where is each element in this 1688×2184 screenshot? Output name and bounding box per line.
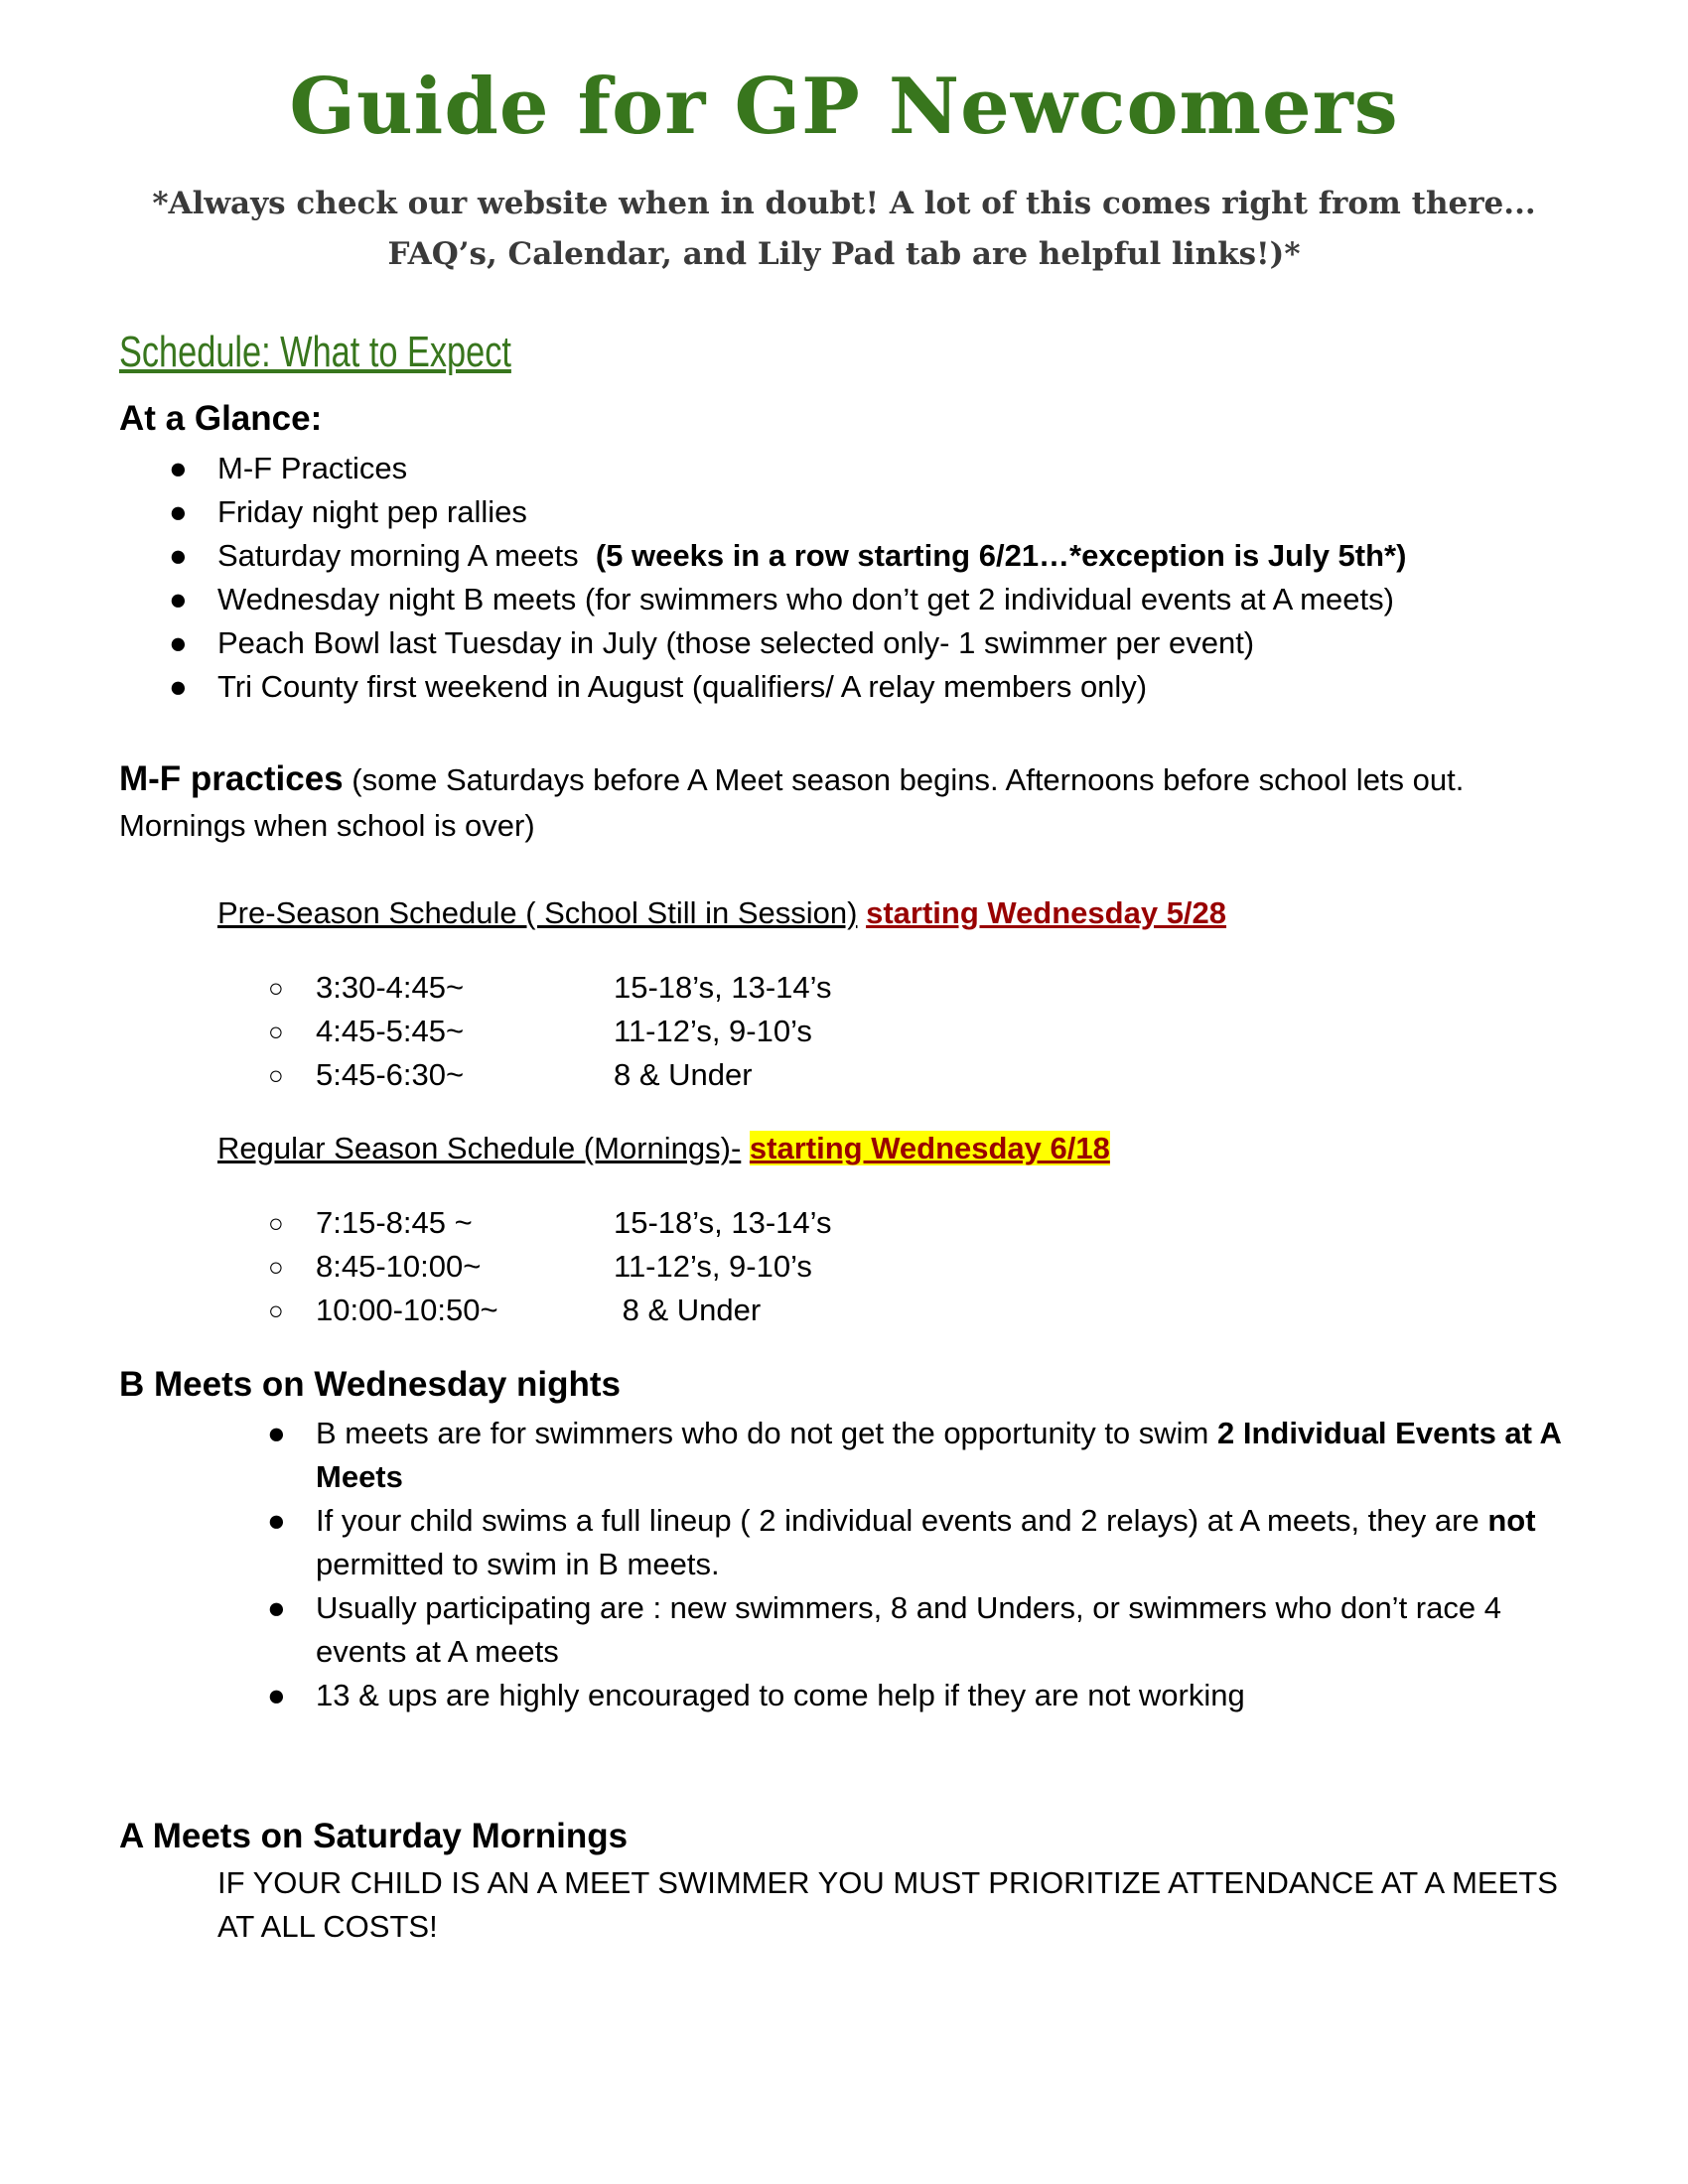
circle-bullet-icon: ○ [268,973,284,1003]
mf-practices-paragraph [119,756,1549,849]
glance-heading: At a Glance: [119,399,323,438]
bmeets-list [267,1412,1567,1717]
table-row: ○ 4:45-5:45~ 11-12’s, 9-10’s [316,1010,831,1053]
list-item: ● Saturday morning A meets (5 weeks in a row starting 6/21…*exception is July 5th*) [217,534,1588,578]
table-row: ○ 10:00-10:50~ 8 & Under [316,1289,831,1332]
circle-bullet-icon: ○ [268,1208,284,1238]
list-item: ● B meets are for swimmers who do not get the opportunity to swim 2 Individual Events at A Meets [316,1412,1567,1499]
circle-bullet-icon: ○ [268,1296,284,1325]
bullet-icon: ● [267,1590,286,1625]
ameets-heading: A Meets on Saturday Mornings [119,1817,629,1855]
list-item: ● Peach Bowl last Tuesday in July (those selected only- 1 swimmer per event) [217,621,1588,665]
bullet-icon: ● [169,582,188,616]
bmeets-not-emphasis: not [1487,1503,1536,1538]
circle-bullet-icon: ○ [268,1252,284,1282]
section-heading: Schedule: What to Expect [119,328,511,376]
regular-start: starting Wednesday 6/18 [749,1131,1110,1165]
bullet-icon: ● [169,494,188,529]
list-item: ● Friday night pep rallies [217,490,1588,534]
glance-list [169,447,1588,709]
ameets-text: IF YOUR CHILD IS AN A MEET SWIMMER YOU MUST PRIORITIZE ATTENDANCE AT A MEETS AT ALL COSTS! [217,1865,1558,1944]
list-item: ● Usually participating are : new swimmers, 8 and Unders, or swimmers who don’t race 4 events at A meets [316,1586,1567,1674]
list-item: ● Wednesday night B meets (for swimmers who don’t get 2 individual events at A meets) [217,578,1588,621]
table-row: ○ 5:45-6:30~ 8 & Under [316,1053,831,1097]
list-item: ● 13 & ups are highly encouraged to come help if they are not working [316,1674,1567,1717]
list-item: ● M-F Practices [217,447,1588,490]
preseason-start: starting Wednesday 5/28 [866,895,1227,930]
bullet-icon: ● [169,625,188,660]
table-row: ○ 7:15-8:45 ~ 15-18’s, 13-14’s [316,1201,831,1245]
glance-item-emphasis: (5 weeks in a row starting 6/21…*exception is July 5th*) [595,538,1407,573]
regular-label-line [217,1127,1110,1170]
bullet-icon: ● [169,669,188,704]
bullet-icon: ● [267,1678,286,1712]
list-item: ● If your child swims a full lineup ( 2 individual events and 2 relays) at A meets, they are not permitted to swim in B meets. [316,1499,1567,1586]
bmeets-emphasis: 2 Individual Events at A Meets [316,1416,1561,1494]
bullet-icon: ● [169,451,188,485]
regular-times [268,1201,832,1332]
preseason-times [268,966,832,1097]
circle-bullet-icon: ○ [268,1060,284,1090]
circle-bullet-icon: ○ [268,1017,284,1046]
bullet-icon: ● [169,538,188,573]
bullet-icon: ● [267,1416,286,1450]
mf-practices-heading: M-F practices [119,759,344,798]
preseason-label: Pre-Season Schedule ( School Still in Session) [217,895,858,930]
bullet-icon: ● [267,1503,286,1538]
document-subtitle: *Always check our website when in doubt! A lot of this comes right from there... FAQ’s, Calendar, and Lily Pad tab are helpful links!)* [152,186,1536,272]
regular-label: Regular Season Schedule (Mornings)- [217,1131,742,1165]
table-row: ○ 3:30-4:45~ 15-18’s, 13-14’s [316,966,831,1010]
list-item: ● Tri County first weekend in August (qualifiers/ A relay members only) [217,665,1588,709]
mf-practices-note: (some Saturdays before A Meet season begins. Afternoons before school lets out. Mornings when school is over) [119,762,1465,843]
preseason-label-line [217,891,1226,935]
table-row: ○ 8:45-10:00~ 11-12’s, 9-10’s [316,1245,831,1289]
bmeets-heading: B Meets on Wednesday nights [119,1365,621,1404]
document-title: Guide for GP Newcomers [289,62,1399,152]
